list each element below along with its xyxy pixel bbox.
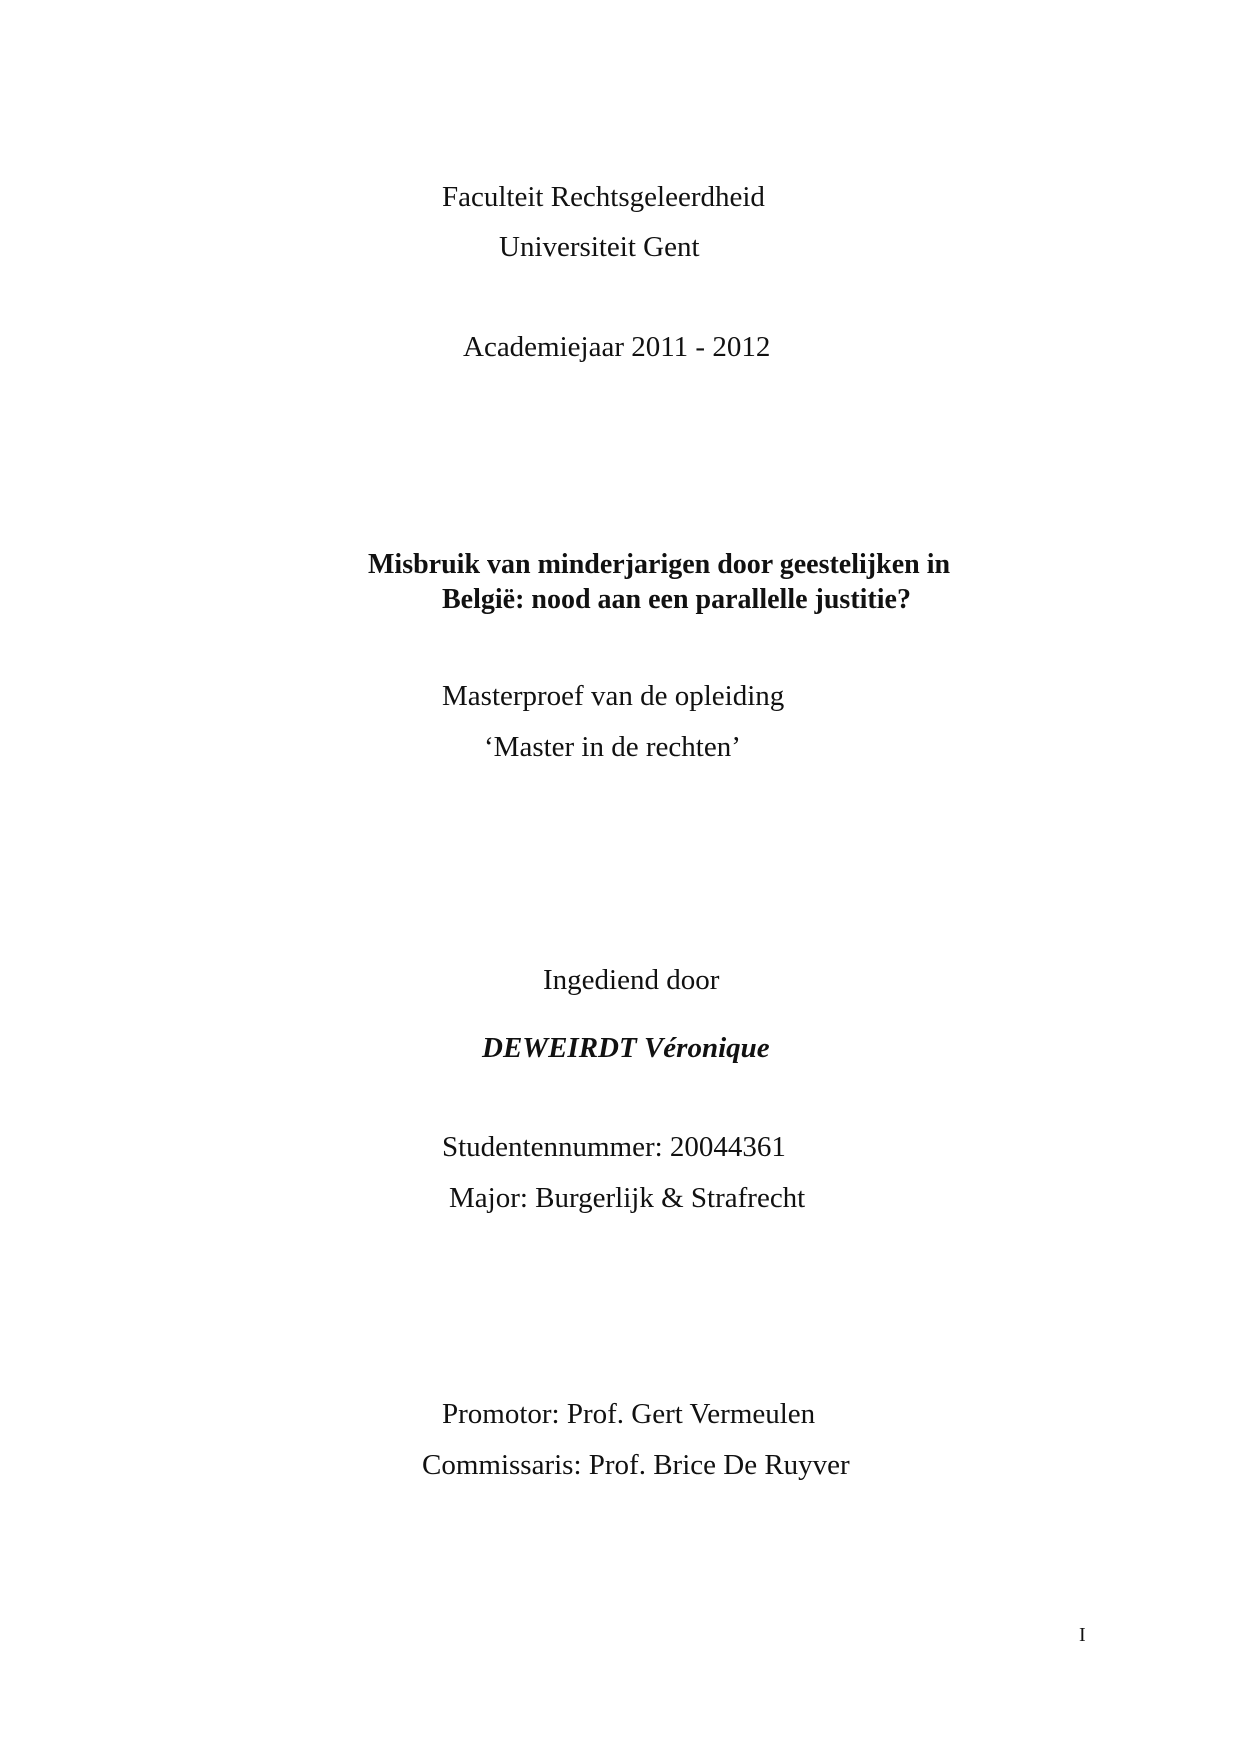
page-number: I xyxy=(1079,1624,1086,1646)
thesis-type: Masterproef van de opleiding xyxy=(442,680,785,712)
thesis-title-line-1: Misbruik van minderjarigen door geestelijken in xyxy=(368,549,951,580)
commissaris: Commissaris: Prof. Brice De Ruyver xyxy=(422,1449,850,1481)
faculty-name: Faculteit Rechtsgeleerdheid xyxy=(442,181,765,213)
promotor: Promotor: Prof. Gert Vermeulen xyxy=(442,1398,816,1430)
degree-name: ‘Master in de rechten’ xyxy=(484,731,741,763)
submitted-by-label: Ingediend door xyxy=(543,964,720,996)
university-name: Universiteit Gent xyxy=(499,231,700,263)
academic-year: Academiejaar 2011 - 2012 xyxy=(463,331,771,363)
author-name: DEWEIRDT Véronique xyxy=(482,1032,770,1064)
student-number: Studentennummer: 20044361 xyxy=(442,1131,786,1163)
major: Major: Burgerlijk & Strafrecht xyxy=(449,1182,806,1214)
thesis-title-line-2: België: nood aan een parallelle justitie? xyxy=(442,584,911,615)
